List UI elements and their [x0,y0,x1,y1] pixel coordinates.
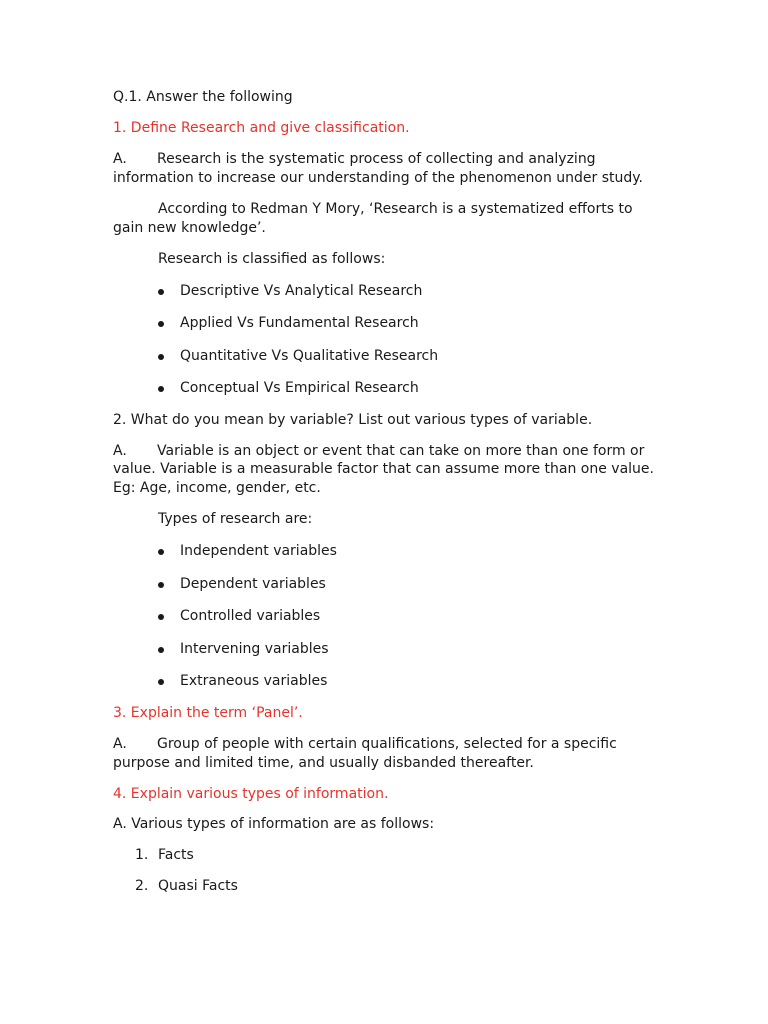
item-number: 1. [135,847,149,863]
answer-3-line-1 [113,735,617,754]
answer-2-line-2: value. Variable is a measurable factor that can assume more than one value. [113,461,654,477]
document-page: Q.1. Answer the following 1. Define Research and give classification. A. Research is the systematic process of collecting and analyzing information to increase our understanding of the phenomenon under study. According to Redman Y Mory, ‘Research is a systematized efforts to gain new knowledge’. Research is classified as follows: Descriptive Vs Analytical Research Applied Vs Fundamental Research Quantitative Vs Qualitative Research Conceptual Vs Empirical Research 2. What do you mean by variable? List out various types of variable. A. Variable is an object or event that can take on more than one form or value. Variable is a measurable factor that can assume more than one value. Eg: Age, income, gender, etc. Types of research are: Independent variables Dependent variables Controlled variables Intervening variables Extraneous variables 3. Explain the term ‘Panel’. A. Group of people with certain qualifications, selected for a specific purpose and limited time, and usually disbanded thereafter. 4. Explain various types of information. A. Various types of information are as follows: 1. Facts 2. Quasi Facts [0,0,768,1024]
answer-4-intro: A. Various types of information are as follows: [113,816,435,832]
bullet-icon [158,647,164,653]
section-header: Q.1. Answer the following [113,89,293,105]
classified-intro: Research is classified as follows: [158,251,386,267]
numbered-item [135,877,238,896]
question-2: 2. What do you mean by variable? List out various types of variable. [113,412,593,428]
bullet-icon [158,582,164,588]
bullet-icon [158,679,164,685]
bullet-icon [158,549,164,555]
question-1: 1. Define Research and give classification. [113,120,410,136]
answer-label: A. [113,151,127,167]
answer-3-line-2: purpose and limited time, and usually disbanded thereafter. [113,755,534,771]
quote-line-1: According to Redman Y Mory, ‘Research is a systematized efforts to [158,201,633,217]
item-number: 2. [135,878,149,894]
item-text: Facts [158,847,194,863]
answer-text: Variable is an object or event that can take on more than one form or [157,443,645,459]
answer-label: A. [113,443,127,459]
bullet-icon [158,289,164,295]
answer-2-line-1 [113,442,644,461]
bullet-icon [158,614,164,620]
answer-1-line-1 [113,150,596,169]
answer-label: A. [113,736,127,752]
bullet-icon [158,321,164,327]
answer-text: Research is the systematic process of collecting and analyzing [157,151,596,167]
answer-2-line-3: Eg: Age, income, gender, etc. [113,480,321,496]
answer-1-line-2: information to increase our understanding of the phenomenon under study. [113,170,644,186]
bullet-icon [158,354,164,360]
question-4: 4. Explain various types of information. [113,786,389,802]
question-3: 3. Explain the term ‘Panel’. [113,705,303,721]
quote-line-2: gain new knowledge’. [113,220,266,236]
types-intro: Types of research are: [158,511,313,527]
answer-text: Group of people with certain qualifications, selected for a specific [157,736,617,752]
bullet-icon [158,386,164,392]
item-text: Quasi Facts [158,878,238,894]
numbered-item [135,846,194,865]
